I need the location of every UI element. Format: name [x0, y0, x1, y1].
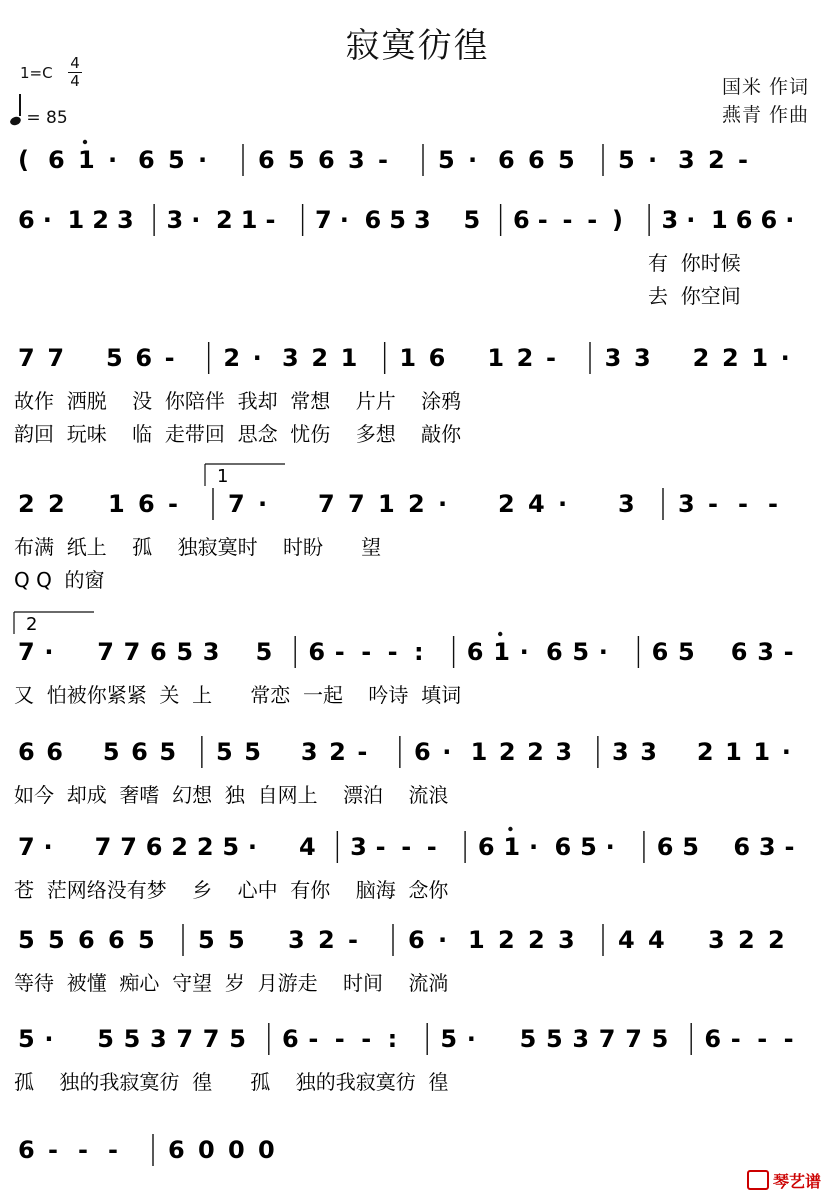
- score-symbol: 7: [348, 490, 365, 518]
- score-symbol: 5: [519, 1025, 537, 1053]
- key-signature: 1=C: [20, 64, 53, 82]
- score-symbol: -: [768, 490, 778, 518]
- score-symbol: 6: [138, 490, 155, 518]
- score-symbol: 3: [558, 926, 575, 954]
- score-symbol: 3: [757, 638, 774, 666]
- score-symbol: -: [164, 344, 175, 372]
- score-symbol: 3: [348, 146, 365, 174]
- score-symbol: 4: [528, 490, 545, 518]
- score-symbol: 5: [558, 146, 575, 174]
- score-symbol: 6: [18, 738, 35, 766]
- watermark-text: 琴艺谱: [772, 1172, 821, 1191]
- score-symbol: 5: [618, 146, 635, 174]
- score-symbol: 0: [228, 1136, 245, 1164]
- score-symbol: 1: [493, 638, 510, 666]
- score-symbol: -: [348, 926, 358, 954]
- score-symbol: 2: [527, 738, 544, 766]
- score-symbol: 6: [18, 1136, 35, 1164]
- score-symbol: 2: [696, 738, 714, 766]
- score-symbol: 2: [738, 926, 755, 954]
- score-symbol: 1: [340, 344, 358, 372]
- lyricist-credit: 国米 作词: [721, 76, 809, 98]
- score-symbol: -: [562, 206, 573, 234]
- score-symbol: 5: [255, 638, 273, 666]
- score-symbol: 6: [498, 146, 515, 174]
- score-symbol: 1: [399, 344, 417, 372]
- score-symbol: 2: [516, 344, 534, 372]
- score-symbol: ·: [468, 146, 478, 174]
- score-symbol: 3: [604, 344, 622, 372]
- score-symbol: 3: [618, 490, 635, 518]
- score-symbol: 4: [648, 926, 665, 954]
- score-symbol: 3: [117, 206, 134, 234]
- volta-number: 2: [26, 614, 38, 635]
- score-symbol: -: [784, 833, 795, 861]
- score-symbol: 5: [244, 738, 261, 766]
- score-symbol: -: [48, 1136, 58, 1164]
- score-symbol: 6: [704, 1025, 722, 1053]
- score-symbol: 2: [329, 738, 346, 766]
- volta-number: 1: [217, 466, 229, 487]
- lyric-line: 又 怕被你紧紧 关 上 常恋 一起 吟诗 填词: [14, 683, 462, 707]
- score-symbol: ·: [686, 206, 696, 234]
- score-symbol: 1: [751, 344, 769, 372]
- score-symbol: 3: [300, 738, 318, 766]
- score-symbol: ·: [466, 1025, 476, 1053]
- score-symbol: ·: [191, 206, 201, 234]
- score-symbol: -: [738, 490, 748, 518]
- score-symbol: 3: [166, 206, 184, 234]
- score-symbol: 5: [678, 638, 695, 666]
- score-symbol: 7: [47, 344, 65, 372]
- lyric-line: Q Q 的窗: [14, 568, 105, 592]
- score-symbol: 6: [364, 206, 382, 234]
- score-symbol: 7: [18, 638, 35, 666]
- score-symbol: 2: [18, 490, 35, 518]
- score-symbol: 5: [580, 833, 597, 861]
- score-symbol: 5: [106, 344, 123, 372]
- score-symbol: 3: [640, 738, 657, 766]
- score-symbol: ·: [258, 490, 268, 518]
- score-symbol: 2: [498, 926, 515, 954]
- score-symbol: 3: [612, 738, 629, 766]
- score-symbol: 3: [678, 146, 695, 174]
- score-symbol: 6: [282, 1025, 299, 1053]
- score-symbol: 5: [222, 833, 240, 861]
- score-symbol: 1: [487, 344, 505, 372]
- high-octave-dot: [508, 827, 512, 831]
- lyric-line: 有 你时候: [648, 251, 741, 275]
- score-symbol: 5: [438, 146, 455, 174]
- score-symbol: -: [168, 490, 178, 518]
- score-symbol: 7: [94, 833, 112, 861]
- score-symbol: 2: [528, 926, 545, 954]
- score-symbol: :: [387, 1025, 398, 1053]
- score-symbol: ·: [598, 638, 608, 666]
- score-symbol: 2: [408, 490, 425, 518]
- score-symbol: 5: [138, 926, 155, 954]
- score-symbol: ·: [108, 146, 118, 174]
- score-symbol: ·: [252, 344, 262, 372]
- score-symbol: 1: [725, 738, 742, 766]
- score-symbol: 6: [733, 833, 751, 861]
- score-symbol: 6: [48, 146, 65, 174]
- score-symbol: ·: [780, 344, 790, 372]
- score-symbol: 1: [470, 738, 488, 766]
- score-symbol: 3: [758, 833, 776, 861]
- score-symbol: 2: [92, 206, 109, 234]
- score-symbol: 5: [682, 833, 699, 861]
- score-symbol: 6: [258, 146, 275, 174]
- score-symbol: 5: [463, 206, 481, 234]
- score-symbol: 1: [108, 490, 125, 518]
- score-symbol: 3: [634, 344, 651, 372]
- score-symbol: ·: [44, 1025, 54, 1053]
- score-symbol: ·: [785, 206, 795, 234]
- score-symbol: 6: [735, 206, 753, 234]
- score-symbol: 5: [288, 146, 305, 174]
- lyric-line: 去 你空间: [648, 284, 741, 308]
- score-symbol: 7: [18, 344, 35, 372]
- score-symbol: 7: [315, 206, 332, 234]
- score-symbol: -: [378, 146, 388, 174]
- score-symbol: 5: [168, 146, 185, 174]
- score-symbol: 2: [311, 344, 329, 372]
- score-symbol: -: [361, 1025, 372, 1053]
- score-symbol: -: [783, 638, 794, 666]
- score-symbol: 6: [135, 344, 153, 372]
- score-symbol: ·: [42, 206, 52, 234]
- score-symbol: ·: [247, 833, 258, 861]
- score-symbol: 6: [428, 344, 446, 372]
- score-symbol: 5: [572, 638, 590, 666]
- watermark-logo-icon: [747, 1170, 769, 1190]
- score-symbol: 6: [656, 833, 674, 861]
- score-symbol: 7: [18, 833, 35, 861]
- high-octave-dot: [498, 632, 502, 636]
- score-symbol: 5: [651, 1025, 669, 1053]
- score-symbol: -: [375, 833, 386, 861]
- lyric-line: 苍 茫网络没有梦 乡 心中 有你 脑海 念你: [14, 878, 449, 902]
- score-symbol: 2: [722, 344, 739, 372]
- score-symbol: -: [108, 1136, 118, 1164]
- score-symbol: 5: [440, 1025, 458, 1053]
- score-symbol: ·: [44, 638, 54, 666]
- score-symbol: 3: [708, 926, 725, 954]
- score-symbol: -: [587, 206, 598, 234]
- score-symbol: 1: [240, 206, 258, 234]
- score-symbol: 1: [67, 206, 85, 234]
- score-symbol: -: [783, 1025, 794, 1053]
- score-symbol: 1: [753, 738, 771, 766]
- score-symbol: 7: [123, 638, 141, 666]
- score-symbol: 0: [258, 1136, 275, 1164]
- score-symbol: 4: [618, 926, 635, 954]
- score-symbol: 2: [692, 344, 710, 372]
- score-symbol: ·: [438, 926, 448, 954]
- song-title: 寂寞彷徨: [345, 26, 490, 66]
- score-symbol: 5: [18, 1025, 35, 1053]
- score-symbol: 6: [760, 206, 778, 234]
- score-symbol: 2: [223, 344, 241, 372]
- score-symbol: 6: [46, 738, 63, 766]
- score-symbol: 2: [498, 738, 516, 766]
- score-symbol: -: [757, 1025, 768, 1053]
- score-symbol: 6: [554, 833, 572, 861]
- score-symbol: ·: [198, 146, 208, 174]
- score-symbol: 6: [513, 206, 530, 234]
- score-symbol: ·: [442, 738, 452, 766]
- score-symbol: 5: [216, 738, 233, 766]
- score-symbol: ·: [605, 833, 615, 861]
- tempo-value: = 85: [26, 108, 68, 128]
- score-symbol: 3: [414, 206, 431, 234]
- score-symbol: 6: [168, 1136, 185, 1164]
- score-symbol: -: [334, 638, 345, 666]
- score-symbol: 3: [661, 206, 679, 234]
- score-symbol: -: [357, 738, 368, 766]
- score-symbol: 6: [318, 146, 335, 174]
- score-symbol: 2: [216, 206, 233, 234]
- score-symbol: -: [361, 638, 372, 666]
- score-symbol: ·: [339, 206, 349, 234]
- lyric-line: 韵回 玩味 临 走带回 思念 忧伤 多想 敲你: [14, 422, 462, 446]
- score-symbol: :: [414, 638, 424, 666]
- score-symbol: 6: [408, 926, 425, 954]
- score-symbol: 7: [625, 1025, 642, 1053]
- score-symbol: ·: [528, 833, 539, 861]
- score-symbol: ·: [781, 738, 791, 766]
- score-symbol: 6: [477, 833, 495, 861]
- score-symbol: 6: [145, 833, 163, 861]
- score-symbol: 3: [150, 1025, 167, 1053]
- score-symbol: 3: [572, 1025, 590, 1053]
- score-symbol: 6: [18, 206, 35, 234]
- score-symbol: 6: [138, 146, 155, 174]
- score-symbol: 7: [97, 638, 114, 666]
- score-symbol: 5: [159, 738, 177, 766]
- score-symbol: 3: [350, 833, 367, 861]
- score-symbol: 3: [282, 344, 299, 372]
- lyric-line: 如今 却成 奢嗜 幻想 独 自网上 漂泊 流浪: [14, 783, 449, 807]
- score-symbol: -: [738, 146, 748, 174]
- score-symbol: 7: [318, 490, 335, 518]
- score-symbol: 2: [171, 833, 188, 861]
- score-symbol: 5: [123, 1025, 141, 1053]
- score-symbol: 5: [198, 926, 215, 954]
- score-symbol: 2: [708, 146, 725, 174]
- score-symbol: 3: [288, 926, 305, 954]
- score-symbol: ·: [438, 490, 448, 518]
- score-symbol: (: [18, 146, 29, 174]
- score-symbol: 1: [503, 833, 521, 861]
- score-symbol: 6: [546, 638, 563, 666]
- lyric-line: 等待 被懂 痴心 守望 岁 月游走 时间 流淌: [14, 971, 449, 995]
- score-symbol: -: [537, 206, 548, 234]
- score-symbol: 3: [555, 738, 573, 766]
- score-symbol: 2: [196, 833, 214, 861]
- score-symbol: ·: [558, 490, 568, 518]
- high-octave-dot: [83, 140, 87, 144]
- score-symbol: 6: [651, 638, 669, 666]
- score-symbol: 1: [711, 206, 728, 234]
- score-symbol: 1: [468, 926, 485, 954]
- score-symbol: 4: [299, 833, 316, 861]
- score-symbol: 6: [131, 738, 148, 766]
- score-symbol: 6: [108, 926, 125, 954]
- score-symbol: 5: [97, 1025, 114, 1053]
- score-symbol: -: [730, 1025, 741, 1053]
- composer-credit: 燕青 作曲: [721, 104, 809, 126]
- score-symbol: 7: [598, 1025, 616, 1053]
- lyric-line: 故作 洒脱 没 你陪伴 我却 常想 片片 涂鸦: [14, 389, 462, 413]
- score-symbol: -: [334, 1025, 345, 1053]
- score-symbol: 2: [48, 490, 65, 518]
- score-symbol: 3: [678, 490, 695, 518]
- score-symbol: 0: [198, 1136, 215, 1164]
- score-symbol: 7: [228, 490, 245, 518]
- score-symbol: 6: [150, 638, 167, 666]
- score-symbol: 2: [768, 926, 785, 954]
- score-symbol: 6: [730, 638, 748, 666]
- score-symbol: 3: [202, 638, 220, 666]
- score-symbol: ): [612, 206, 623, 234]
- score-symbol: ·: [648, 146, 658, 174]
- score-symbol: 2: [318, 926, 335, 954]
- score-symbol: -: [308, 1025, 319, 1053]
- score-symbol: 7: [176, 1025, 194, 1053]
- score-symbol: -: [78, 1136, 88, 1164]
- score-symbol: 5: [176, 638, 194, 666]
- score-symbol: 1: [78, 146, 95, 174]
- watermark-logo: [747, 1169, 821, 1192]
- score-symbol: 6: [78, 926, 95, 954]
- score-symbol: -: [265, 206, 276, 234]
- lyric-line: 孤 独的我寂寞彷 徨 孤 独的我寂寞彷 徨: [14, 1070, 449, 1094]
- score-symbol: 5: [18, 926, 35, 954]
- score-symbol: 5: [48, 926, 65, 954]
- score-symbol: -: [708, 490, 718, 518]
- score-symbol: 6: [414, 738, 431, 766]
- score-symbol: -: [426, 833, 437, 861]
- score-symbol: -: [401, 833, 412, 861]
- score-symbol: ·: [43, 833, 53, 861]
- score-symbol: 6: [308, 638, 326, 666]
- score-symbol: -: [546, 344, 556, 372]
- score-symbol: 5: [546, 1025, 563, 1053]
- time-signature-bottom: 4: [70, 72, 80, 90]
- score-symbol: 7: [202, 1025, 220, 1053]
- score-symbol: 5: [102, 738, 120, 766]
- score-symbol: 6: [528, 146, 545, 174]
- score-symbol: 6: [466, 638, 484, 666]
- time-signature-top: 4: [70, 54, 80, 72]
- score-symbol: ·: [519, 638, 529, 666]
- lyric-line: 布满 纸上 孤 独寂寞时 时盼 望: [14, 535, 382, 559]
- score-symbol: 5: [228, 926, 245, 954]
- score-symbol: 7: [120, 833, 137, 861]
- score-symbol: 1: [378, 490, 395, 518]
- score-symbol: 2: [498, 490, 515, 518]
- score-symbol: 5: [229, 1025, 246, 1053]
- score-symbol: -: [387, 638, 398, 666]
- score-symbol: 5: [389, 206, 406, 234]
